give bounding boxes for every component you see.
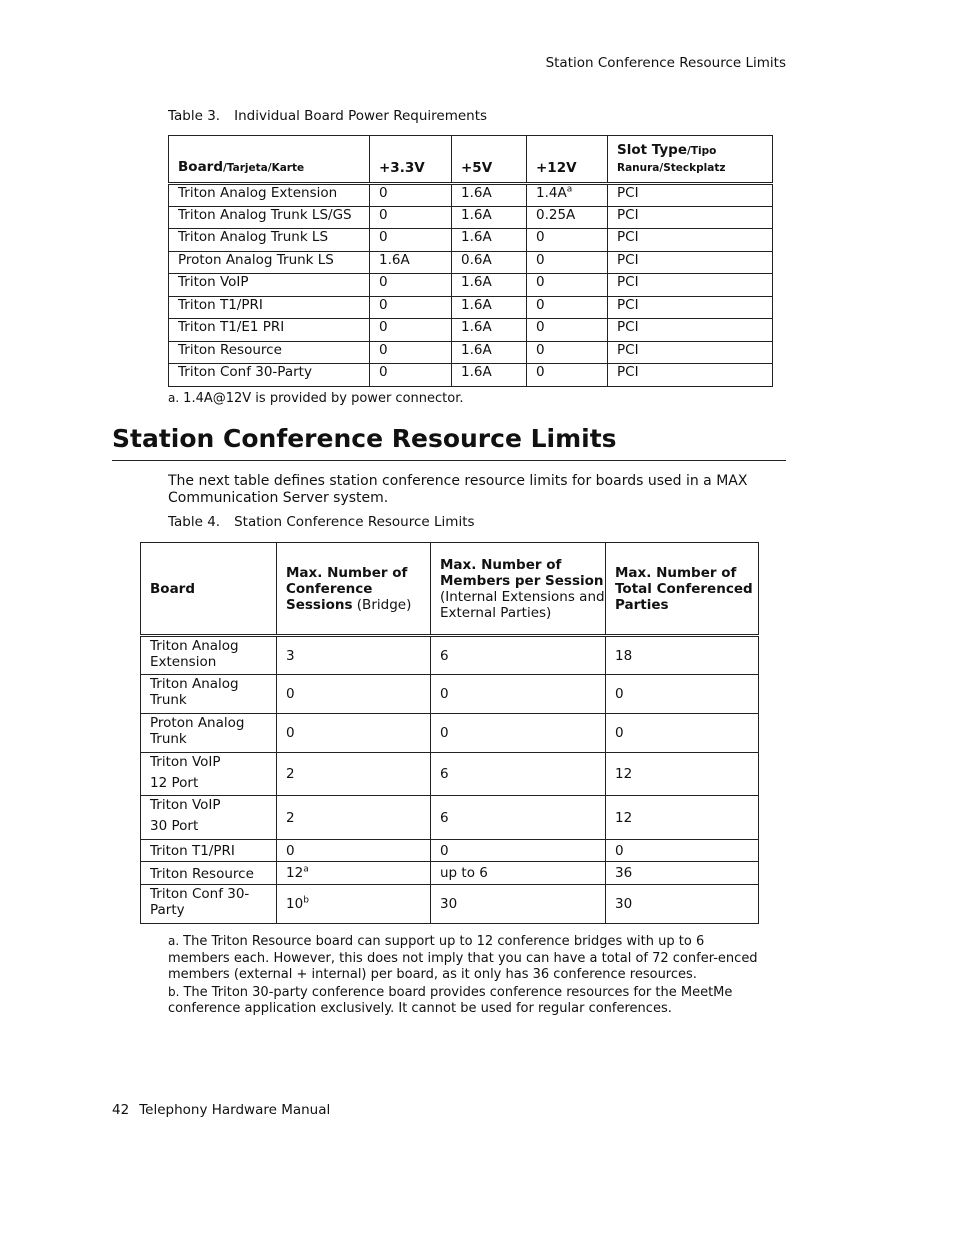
cell-slot-type: PCI bbox=[608, 206, 773, 229]
cell-board: Triton Analog Trunk LS bbox=[169, 229, 370, 252]
table-row bbox=[141, 862, 759, 885]
caption-title: Individual Board Power Requirements bbox=[234, 108, 488, 124]
cell-5v: 1.6A bbox=[452, 364, 527, 387]
cell-12v: 0 bbox=[527, 251, 608, 274]
table-row bbox=[169, 319, 773, 342]
cell-5v: 1.6A bbox=[452, 319, 527, 342]
cell-12v: 0.25A bbox=[527, 206, 608, 229]
header-total: Max. Number of Total Conferenced Parties bbox=[606, 543, 759, 636]
table-row bbox=[141, 753, 759, 796]
cell-total: 12 bbox=[606, 753, 759, 796]
cell-sessions: 0 bbox=[277, 714, 431, 753]
table-row bbox=[169, 184, 773, 207]
footnote: a. The Triton Resource board can support up to 12 conference bridges with up to 6 members each. However, this does not imply that you can have a total of 72 confer-enced members (external + internal) per board, as it only has 36 conference resources. bbox=[168, 934, 758, 982]
cell-sessions: 3 bbox=[277, 636, 431, 675]
table-row bbox=[169, 364, 773, 387]
table-row bbox=[169, 251, 773, 274]
cell-total: 36 bbox=[606, 862, 759, 885]
cell-12v: $1.4A^a$ bbox=[527, 184, 608, 207]
cell-slot-type: PCI bbox=[608, 184, 773, 207]
table-row bbox=[169, 274, 773, 297]
table-header-row bbox=[169, 136, 773, 184]
cell-members: 0 bbox=[431, 840, 606, 862]
table-row bbox=[141, 885, 759, 924]
cell-board: Triton Resource bbox=[141, 862, 277, 885]
cell-sessions: 2 bbox=[277, 753, 431, 796]
cell-total: 30 bbox=[606, 885, 759, 924]
cell-slot-type: PCI bbox=[608, 341, 773, 364]
cell-5v: 1.6A bbox=[452, 206, 527, 229]
cell-5v: 1.6A bbox=[452, 274, 527, 297]
table-header-row bbox=[141, 543, 759, 636]
table-3-footnote: a. 1.4A@12V is provided by power connector. bbox=[168, 391, 464, 406]
cell-board: Triton Analog Trunk bbox=[141, 675, 277, 714]
cell-members: 0 bbox=[431, 714, 606, 753]
footnote-ref: a bbox=[566, 184, 573, 195]
cell-5v: 1.6A bbox=[452, 341, 527, 364]
header-12v: +12V bbox=[527, 136, 608, 184]
table-row bbox=[141, 796, 759, 840]
cell-total: 0 bbox=[606, 675, 759, 714]
cell-board: Proton Analog Trunk LS bbox=[169, 251, 370, 274]
caption-number: Table 4. bbox=[168, 514, 221, 530]
table-row bbox=[141, 636, 759, 675]
cell-board: Triton T1/E1 PRI bbox=[169, 319, 370, 342]
cell-board: Triton Analog Extension bbox=[169, 184, 370, 207]
cell-12v: 0 bbox=[527, 229, 608, 252]
cell-5v: 1.6A bbox=[452, 184, 527, 207]
caption-number: Table 3. bbox=[168, 108, 221, 124]
cell-3v3: 0 bbox=[370, 296, 452, 319]
cell-3v3: 0 bbox=[370, 206, 452, 229]
cell-members: 6 bbox=[431, 796, 606, 840]
table-4-caption bbox=[168, 514, 475, 530]
cell-sessions: 2 bbox=[277, 796, 431, 840]
cell-12v: 0 bbox=[527, 364, 608, 387]
table-row bbox=[141, 840, 759, 862]
cell-5v: 1.6A bbox=[452, 229, 527, 252]
header-slot-type: Slot Type/Tipo Ranura/Steckplatz bbox=[608, 136, 773, 184]
cell-sessions: 0 bbox=[277, 675, 431, 714]
cell-board: Triton Analog Extension bbox=[141, 636, 277, 675]
manual-title: Telephony Hardware Manual bbox=[139, 1102, 331, 1118]
power-requirements-table bbox=[168, 135, 773, 387]
cell-3v3: 0 bbox=[370, 364, 452, 387]
conference-limits-table bbox=[140, 542, 759, 924]
cell-5v: 0.6A bbox=[452, 251, 527, 274]
table-row bbox=[141, 714, 759, 753]
cell-board: Triton Conf 30-Party bbox=[169, 364, 370, 387]
cell-3v3: 0 bbox=[370, 274, 452, 297]
header-board: Board/Tarjeta/Karte bbox=[169, 136, 370, 184]
table-row bbox=[169, 296, 773, 319]
cell-board: Triton VoIP 12 Port bbox=[141, 753, 277, 796]
header-board: Board bbox=[141, 543, 277, 636]
cell-3v3: 0 bbox=[370, 184, 452, 207]
cell-members: 6 bbox=[431, 636, 606, 675]
cell-board: Triton T1/PRI bbox=[169, 296, 370, 319]
cell-slot-type: PCI bbox=[608, 251, 773, 274]
footnote-ref: b bbox=[303, 895, 309, 906]
header-3v3: +3.3V bbox=[370, 136, 452, 184]
header-members: Max. Number of Members per Session (Internal Extensions and External Parties) bbox=[431, 543, 606, 636]
cell-members: 6 bbox=[431, 753, 606, 796]
cell-members: up to 6 bbox=[431, 862, 606, 885]
footnote-ref: a bbox=[303, 864, 309, 875]
footnote: b. The Triton 30-party conference board provides conference resources for the MeetMe conference application exclusively. It cannot be used for regular conferences. bbox=[168, 984, 733, 1016]
cell-board: Triton Analog Trunk LS/GS bbox=[169, 206, 370, 229]
cell-slot-type: PCI bbox=[608, 319, 773, 342]
cell-3v3: 1.6A bbox=[370, 251, 452, 274]
cell-slot-type: PCI bbox=[608, 296, 773, 319]
cell-12v: 0 bbox=[527, 319, 608, 342]
table-3-caption bbox=[168, 108, 487, 124]
cell-board: Triton Conf 30- Party bbox=[141, 885, 277, 924]
table-row bbox=[169, 229, 773, 252]
header-sessions: Max. Number of Conference Sessions (Bridge) bbox=[277, 543, 431, 636]
section-title: Station Conference Resource Limits bbox=[112, 424, 617, 453]
cell-total: 0 bbox=[606, 840, 759, 862]
cell-board: Triton VoIP 30 Port bbox=[141, 796, 277, 840]
cell-sessions: 12$^a$ bbox=[277, 862, 431, 885]
cell-3v3: 0 bbox=[370, 341, 452, 364]
intro-paragraph: The next table defines station conference resource limits for boards used in a MAX Communication Server system. bbox=[168, 473, 748, 506]
cell-slot-type: PCI bbox=[608, 274, 773, 297]
cell-total: 18 bbox=[606, 636, 759, 675]
cell-12v: 0 bbox=[527, 296, 608, 319]
cell-members: 30 bbox=[431, 885, 606, 924]
section-divider bbox=[112, 460, 786, 461]
cell-slot-type: PCI bbox=[608, 229, 773, 252]
cell-12v: 0 bbox=[527, 274, 608, 297]
cell-sessions: 10$^b$ bbox=[277, 885, 431, 924]
cell-12v: 0 bbox=[527, 341, 608, 364]
cell-3v3: 0 bbox=[370, 319, 452, 342]
header-5v: +5V bbox=[452, 136, 527, 184]
cell-board: Triton VoIP bbox=[169, 274, 370, 297]
table-4-footnotes bbox=[168, 933, 768, 1018]
cell-sessions: 0 bbox=[277, 840, 431, 862]
cell-board: Triton T1/PRI bbox=[141, 840, 277, 862]
table-row bbox=[169, 206, 773, 229]
cell-members: 0 bbox=[431, 675, 606, 714]
table-row bbox=[169, 341, 773, 364]
page-footer bbox=[112, 1102, 330, 1118]
cell-3v3: 0 bbox=[370, 229, 452, 252]
cell-slot-type: PCI bbox=[608, 364, 773, 387]
cell-5v: 1.6A bbox=[452, 296, 527, 319]
cell-total: 0 bbox=[606, 714, 759, 753]
running-head: Station Conference Resource Limits bbox=[545, 55, 786, 71]
caption-title: Station Conference Resource Limits bbox=[234, 514, 475, 530]
cell-total: 12 bbox=[606, 796, 759, 840]
cell-board: Proton Analog Trunk bbox=[141, 714, 277, 753]
cell-board: Triton Resource bbox=[169, 341, 370, 364]
table-row bbox=[141, 675, 759, 714]
page-number: 42 bbox=[112, 1102, 130, 1118]
